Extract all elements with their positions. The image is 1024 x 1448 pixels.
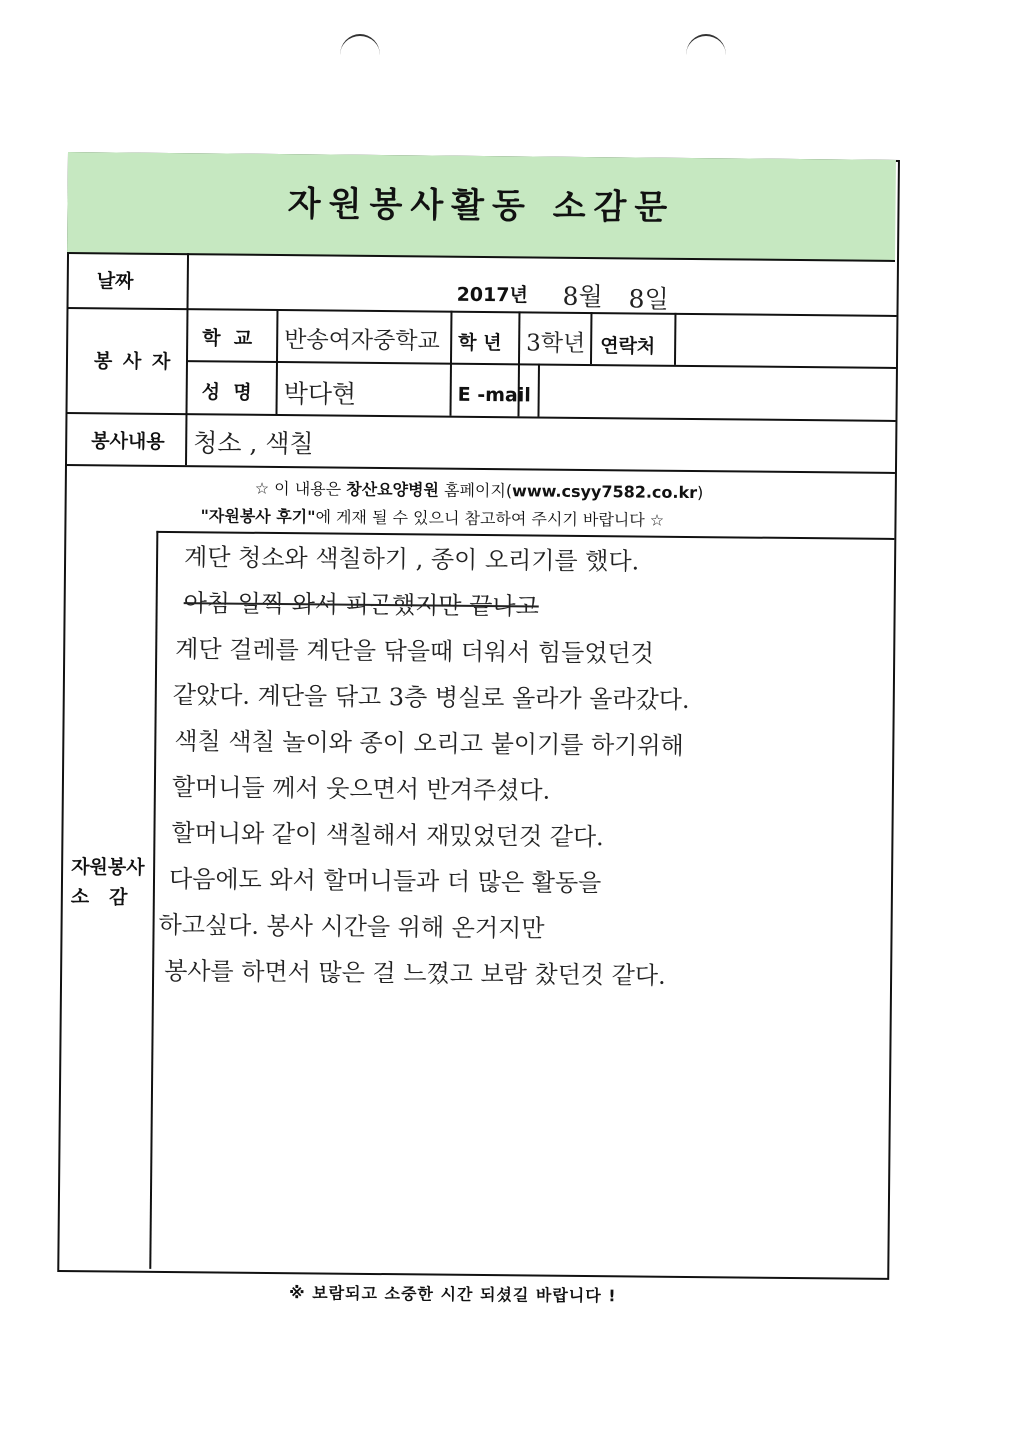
impression-line: 하고싶다. 봉사 시간을 위해 온거지만 — [158, 910, 545, 943]
notice-line-1-mid: 홈페이지( — [438, 480, 513, 501]
impression-line: 할머니들 께서 웃으면서 반겨주셨다. — [171, 773, 551, 805]
contact-label: 연락처 — [600, 335, 656, 358]
homepage-url: www.csyy7582.co.kr — [512, 481, 698, 503]
impression-line: 계단 청소와 색칠하기 , 종이 오리기를 했다. — [183, 543, 640, 576]
impression-line: 계단 걸레를 계단을 닦을때 더워서 힘들었던것 — [175, 635, 654, 668]
impression-line: 아침 일찍 와서 피곤했지만 끝나고 — [183, 589, 539, 621]
footer-message: ※ 보람되고 소중한 시간 되셨길 바랍니다 ! — [288, 1283, 617, 1306]
impression-line: 봉사를 하면서 많은 걸 느꼈고 보람 찼던것 같다. — [164, 956, 666, 990]
name-value: 박다현 — [283, 379, 357, 409]
date-day: 8일 — [628, 284, 669, 314]
impression-line: 색칠 색칠 놀이와 종이 오리고 붙이기를 하기위해 — [174, 727, 684, 760]
review-name: "자원봉사 후기" — [200, 506, 316, 527]
impressions-label-1: 자원봉사 — [71, 856, 145, 879]
page-title: 자원봉사활동 소감문 — [67, 152, 896, 262]
volunteer-form — [57, 152, 898, 1306]
grade-label: 학 년 — [458, 331, 502, 355]
school-label: 학 교 — [202, 327, 253, 350]
date-year: 2017년 — [456, 283, 529, 307]
school-value: 반송여자중학교 — [284, 327, 440, 355]
hospital-name: 창산요양병원 — [346, 479, 440, 500]
punch-hole-right — [686, 34, 726, 76]
grade-value: 3학년 — [526, 330, 586, 357]
name-label: 성 명 — [201, 381, 252, 404]
form-border — [57, 152, 900, 1280]
notice-line-2-post: 에 게재 될 수 있으니 참고하여 주시기 바랍니다 ☆ — [315, 507, 665, 530]
punch-hole-left — [340, 34, 380, 76]
email-label: E -mail — [457, 383, 531, 407]
date-label: 날짜 — [96, 270, 134, 293]
impression-line: 할머니와 같이 색칠해서 재밌었던것 같다. — [171, 819, 604, 852]
notice-line-1-post: ) — [696, 483, 704, 503]
date-month: 8월 — [562, 281, 603, 312]
notice-line-1 — [255, 476, 704, 503]
activity-label: 봉사내용 — [91, 430, 165, 453]
impressions-label-2: 소 감 — [70, 886, 128, 909]
volunteer-label: 봉 사 자 — [93, 350, 173, 374]
notice-line-1-pre: ☆ 이 내용은 — [254, 478, 347, 499]
notice-line-2 — [200, 503, 664, 530]
impression-line: 다음에도 와서 할머니들과 더 많은 활동을 — [168, 865, 602, 898]
impression-line: 같았다. 계단을 닦고 3층 병실로 올라가 올라갔다. — [172, 681, 690, 714]
activity-value: 청소 , 색칠 — [193, 428, 314, 459]
